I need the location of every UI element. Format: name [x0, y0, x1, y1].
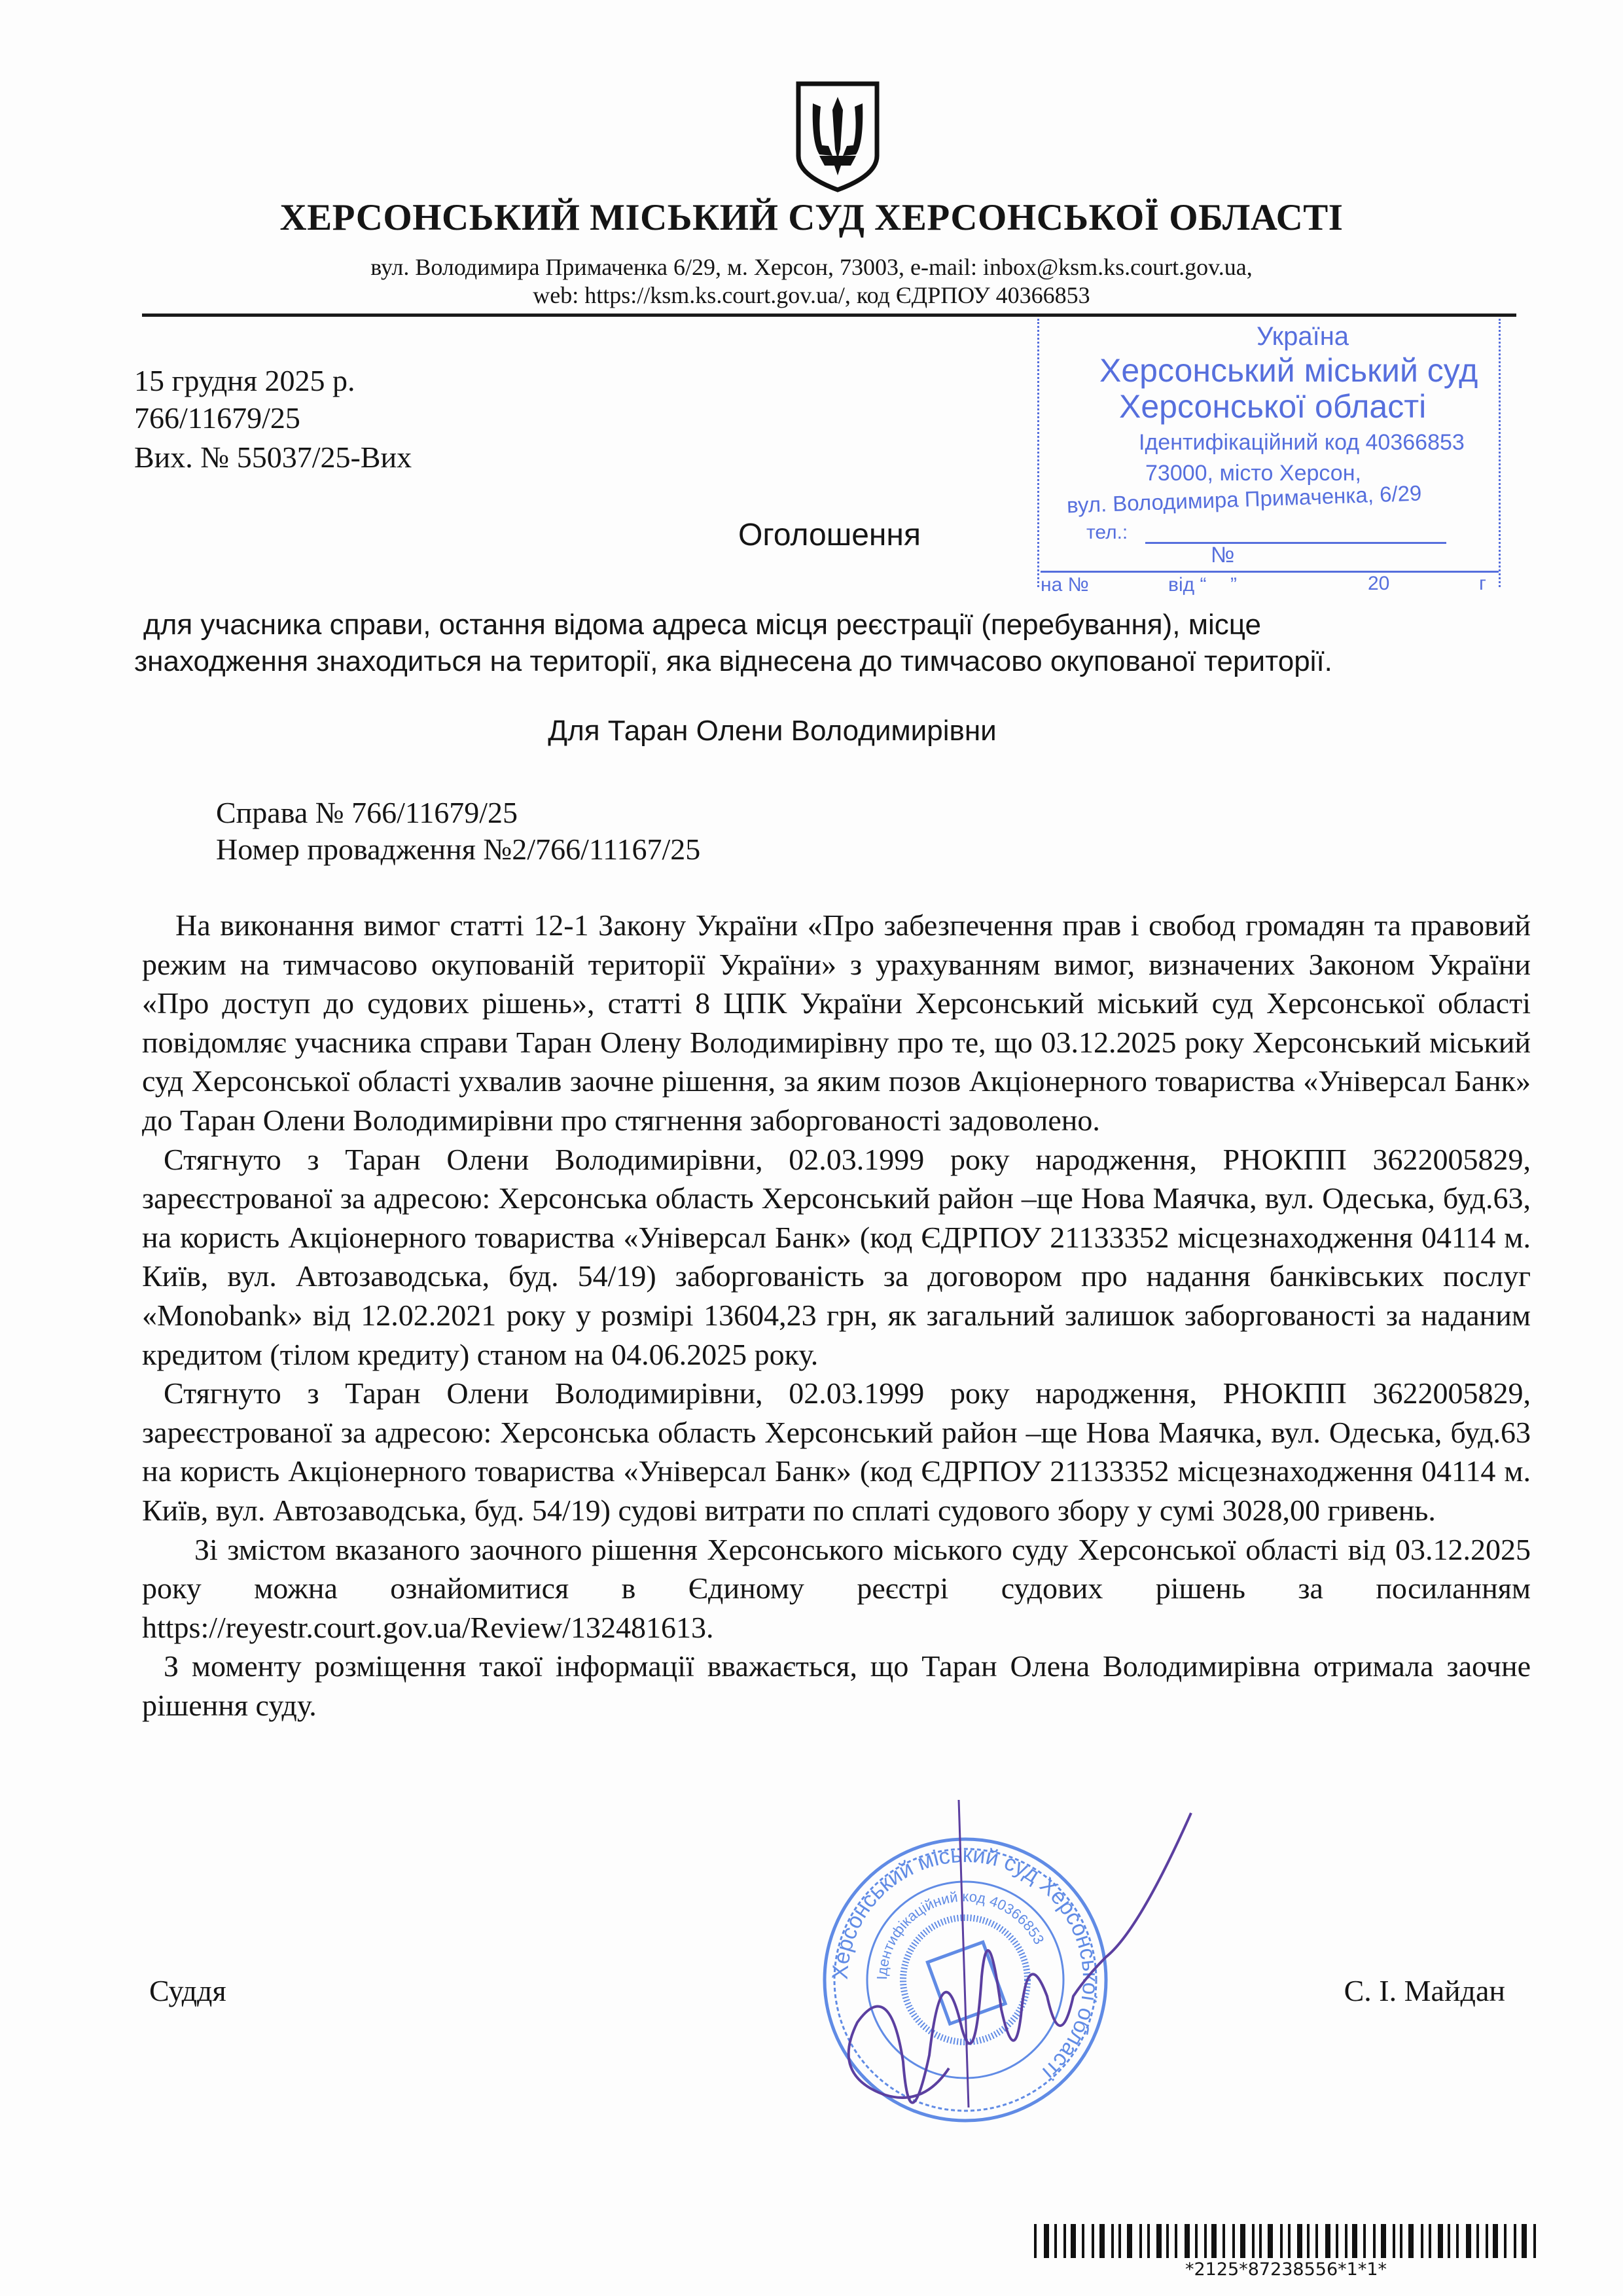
seal-outer-text: Херсонський міський суд Херсонської області: [827, 1842, 1103, 2085]
announcement-subtitle: для учасника справи, остання відома адреса місця реєстрації (перебування), місце: [143, 609, 1261, 641]
barcode-bar: [1352, 2224, 1357, 2258]
barcode-bar: [1185, 2224, 1190, 2258]
stamp-line: Україна: [1257, 322, 1349, 351]
barcode-bar: [1259, 2224, 1262, 2258]
barcode-bar: [1268, 2224, 1273, 2258]
case-number: Справа № 766/11679/25: [216, 796, 518, 829]
stamp-line: 73000, місто Херсон,: [1145, 461, 1361, 486]
header-divider: [142, 314, 1516, 317]
barcode-bar: [1297, 2224, 1302, 2258]
barcode-bar: [1533, 2224, 1536, 2258]
barcode-bar: [1147, 2224, 1150, 2258]
barcode-bar: [1486, 2224, 1488, 2258]
document-date: 15 грудня 2025 р.: [134, 364, 355, 397]
judge-label: Суддя: [149, 1974, 226, 2007]
barcode-bar: [1504, 2224, 1507, 2258]
barcode-bar: [1514, 2224, 1516, 2258]
stamp-tel: тел.:: [1086, 522, 1128, 543]
barcode-bar: [1111, 2224, 1114, 2258]
barcode-bar: [1476, 2224, 1479, 2258]
barcode-bar: [1448, 2224, 1450, 2258]
barcode-bar: [1092, 2224, 1094, 2258]
barcode-text: *2125*87238556*1*1*: [1185, 2259, 1387, 2280]
barcode-bar: [1363, 2224, 1366, 2258]
barcode-bar: [1307, 2224, 1310, 2258]
barcode-bar: [1280, 2224, 1283, 2258]
seal-inner-text: Ідентифікаційний код 40366853: [873, 1888, 1048, 1981]
stamp-no: №: [1211, 543, 1235, 567]
barcode-bar: [1336, 2224, 1338, 2258]
announcement-title: Оголошення: [738, 518, 921, 552]
barcode-bar: [1139, 2224, 1142, 2258]
barcode-bar: [1071, 2224, 1076, 2258]
barcode-bar: [1127, 2224, 1132, 2258]
judge-signature: [831, 1780, 1329, 2173]
barcode-bar: [1325, 2224, 1330, 2258]
barcode-bar: [1204, 2224, 1207, 2258]
stamp-ref: на №: [1041, 574, 1089, 596]
barcode-bar: [1421, 2224, 1423, 2258]
barcode-bar: [1156, 2224, 1162, 2258]
court-web: web: https://ksm.ks.court.gov.ua/, код ЄДРПОУ 40366853: [533, 282, 1090, 308]
body-paragraph: Стягнуто з Таран Олени Володимирівни, 02.03.1999 року народження, РНОКПП 3622005829, зареєстрованої за адресою: Херсонська область Херсонський район –ще Нова Маячка, вул. Одеська, буд.63 на користь Акціонерного товариства «Універсал Банк» (код ЄДРПОУ 21133352 місцезнаходження 04114 м. Київ, вул. Автозаводська, буд. 54/19) судові витрати по сплаті судового збору у сумі 3028,00 гривень.: [142, 1376, 1531, 1527]
addressee: Для Таран Олени Володимирівни: [548, 715, 997, 747]
stamp-quote: ”: [1230, 574, 1237, 596]
barcode-bar: [1044, 2224, 1049, 2258]
proceeding-number: Номер провадження №2/766/11167/25: [216, 833, 701, 866]
barcode-bar: [1195, 2224, 1198, 2258]
barcode-bar: [1175, 2224, 1177, 2258]
body-paragraph: Зі змістом вказаного заочного рішення Херсонського міського суду Херсонської області від 03.12.2025 року можна ознайомитися в Єдиному реєстрі судових рішень за посиланням https://reyestr.court.gov.ua/Review/132481613.: [142, 1532, 1531, 1644]
body-paragraph: На виконання вимог статті 12-1 Закону України «Про забезпечення прав і свобод громадян та правовий режим на тимчасово окупованій території України» з урахуванням вимог, визначених Законом України «Про доступ до судових рішень», статті 8 ЦПК України Херсонський міський суд Херсонської області повідомляє учасника справи Таран Олену Володимирівну про те, що 03.12.2025 року Херсонський міський суд Херсонської області ухвалив заочне рішення, за яким позов Акціонерного товариства «Універсал Банк» до Таран Олени Володимирівни про стягнення заборгованості задоволено.: [142, 908, 1531, 1137]
barcode-bar: [1252, 2224, 1255, 2258]
court-name-heading: ХЕРСОНСЬКИЙ МІСЬКИЙ СУД ХЕРСОНСЬКОЇ ОБЛАСТІ: [279, 197, 1344, 238]
stamp-from: від “: [1168, 574, 1207, 596]
barcode-bar: [1232, 2224, 1235, 2258]
barcode-bar: [1288, 2224, 1291, 2258]
barcode-bar: [1456, 2224, 1459, 2258]
barcode-bar: [1393, 2224, 1395, 2258]
barcode-bar: [1315, 2224, 1318, 2258]
barcode-bar: [1381, 2224, 1386, 2258]
body-paragraph: Стягнуто з Таран Олени Володимирівни, 02.03.1999 року народження, РНОКПП 3622005829, зареєстрованої за адресою: Херсонська область Херсонський район –ще Нова Маячка, вул. Одеська, буд.63, на користь Акціонерного товариства «Універсал Банк» (код ЄДРПОУ 21133352 місцезнаходження 04114 м. Київ, вул. Автозаводська, буд. 54/19) заборгованість за договором про надання банківських послуг «Monobank» від 12.02.2021 року у розмірі 13604,23 грн, як загальний залишок заборгованості за наданим кредитом (тілом кредиту) станом на 04.06.2025 року.: [142, 1142, 1531, 1371]
barcode-bar: [1240, 2224, 1245, 2258]
barcode-bar: [1099, 2224, 1105, 2258]
barcode-bar: [1166, 2224, 1169, 2258]
barcode: [1034, 2224, 1538, 2258]
barcode-bar: [1373, 2224, 1376, 2258]
stamp-line: Херсонський міський суд: [1099, 352, 1478, 389]
case-reference: 766/11679/25: [134, 401, 300, 435]
barcode-bar: [1211, 2224, 1217, 2258]
outgoing-number: Вих. № 55037/25-Вих: [134, 440, 412, 474]
barcode-bar: [1118, 2224, 1121, 2258]
barcode-bar: [1222, 2224, 1225, 2258]
court-address: вул. Володимира Примаченка 6/29, м. Херсон, 73003, e-mail: inbox@ksm.ks.court.gov.ua,: [370, 254, 1253, 280]
body-paragraph: З моменту розміщення такої інформації вважається, що Таран Олена Володимирівна отримала заочне рішення суду.: [142, 1649, 1531, 1722]
barcode-bar: [1082, 2224, 1084, 2258]
barcode-bar: [1429, 2224, 1431, 2258]
barcode-bar: [1408, 2224, 1414, 2258]
stamp-year: 20: [1368, 573, 1390, 594]
stamp-line: вул. Володимира Примаченка, 6/29: [1066, 480, 1422, 518]
trident-emblem-icon: [785, 77, 890, 195]
barcode-bar: [1438, 2224, 1443, 2258]
announcement-subtitle: знаходження знаходиться на території, яка віднесена до тимчасово окупованої території.: [134, 645, 1332, 677]
announcement-body: [142, 906, 1531, 1725]
barcode-bar: [1034, 2224, 1037, 2258]
judge-name: С. І. Майдан: [1344, 1974, 1505, 2007]
barcode-bar: [1054, 2224, 1057, 2258]
stamp-year-suffix: г: [1479, 573, 1486, 594]
barcode-bar: [1493, 2224, 1498, 2258]
stamp-line: Херсонської області: [1119, 388, 1427, 425]
barcode-bar: [1063, 2224, 1066, 2258]
barcode-bar: [1345, 2224, 1347, 2258]
barcode-bar: [1400, 2224, 1402, 2258]
stamp-line: Ідентифікаційний код 40366853: [1139, 430, 1465, 455]
barcode-bar: [1466, 2224, 1471, 2258]
barcode-bar: [1522, 2224, 1527, 2258]
